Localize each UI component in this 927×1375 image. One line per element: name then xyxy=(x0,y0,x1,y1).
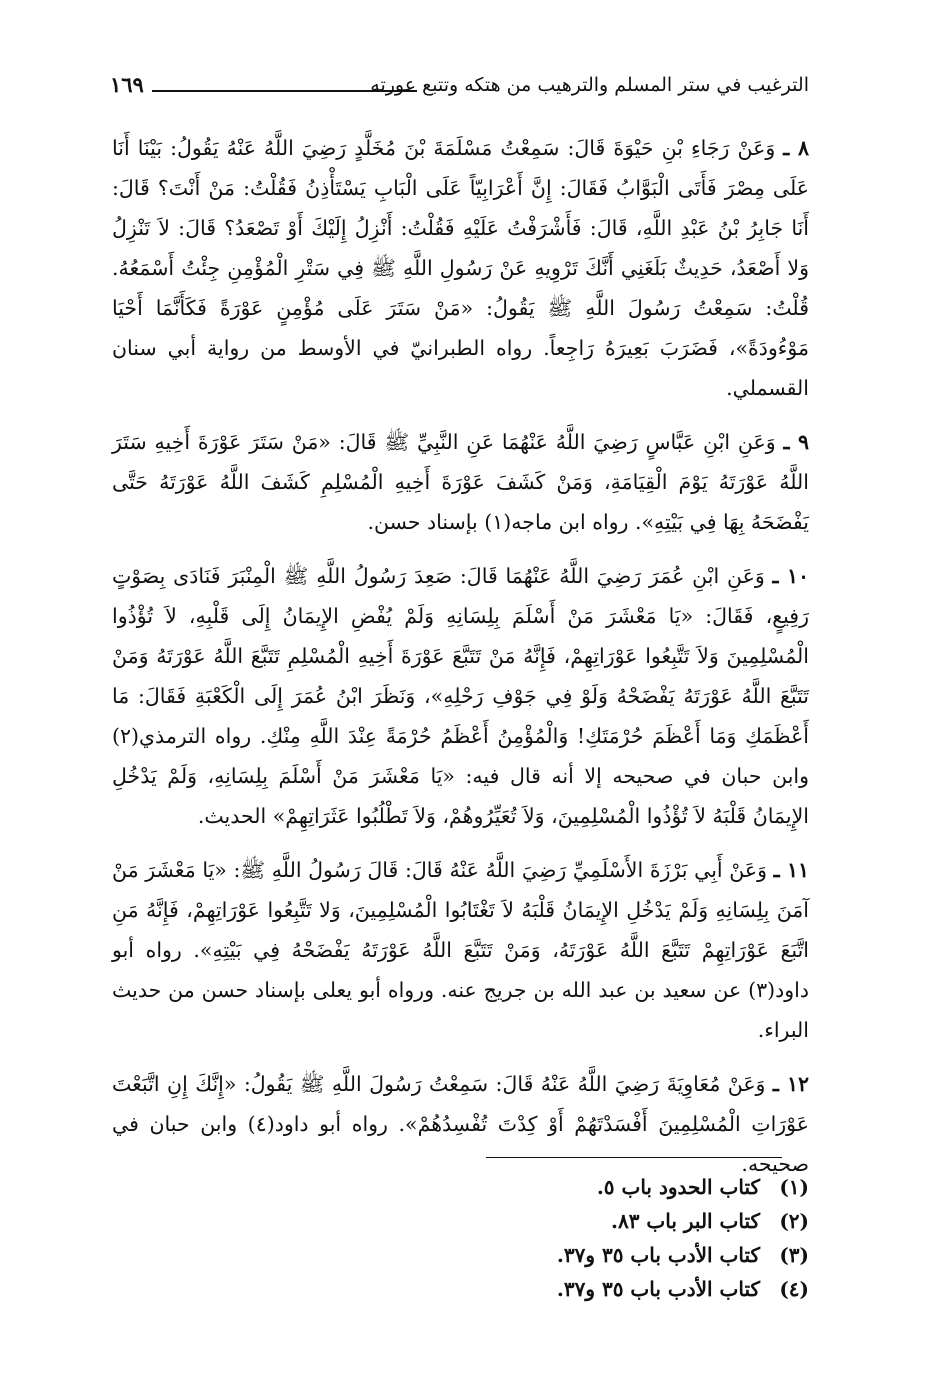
footnote-mark: (٤) xyxy=(779,1277,809,1301)
hadith-paragraph-9 xyxy=(112,422,809,542)
footnote-mark: (٣) xyxy=(779,1243,809,1267)
running-title: الترغيب في ستر المسلم والترهيب من هتكه وتتبع عورته xyxy=(370,74,809,96)
hadith-paragraph-11 xyxy=(112,850,809,1050)
hadith-text: وَعَنِ ابْنِ عَبَّاسٍ رَضِيَ اللَّهُ عَنْهُمَا عَنِ النَّبِيِّ ﷺ قَالَ: «مَنْ سَتَرَ عَوْرَةَ أَخِيهِ سَتَرَ اللَّهُ عَوْرَتَهُ يَوْمَ الْقِيَامَةِ، وَمَنْ كَشَفَ عَوْرَةَ أَخِيهِ الْمُسْلِمِ كَشَفَ اللَّهُ عَوْرَتَهُ حَتَّى يَفْضَحَهُ بِهَا فِي بَيْتِهِ». رواه ابن ماجه(١) بإسناد حسن. xyxy=(112,430,809,534)
hadith-text: وَعَنْ رَجَاءِ بْنِ حَيْوَةَ قَالَ: سَمِعْتُ مَسْلَمَةَ بْنَ مُخَلَّدٍ رَضِيَ اللَّهُ عَنْهُ يَقُولُ: بَيْنَا أَنَا عَلَى مِصْرَ فَأَتَى الْبَوَّابُ فَقَالَ: إِنَّ أَعْرَابِيّاً عَلَى الْبَابِ يَسْتَأْذِنُ فَقُلْتُ: مَنْ أَنْتَ؟ قَالَ: أَنَا جَابِرُ بْنُ عَبْدِ اللَّهِ، قَالَ: فَأَشْرَفْتُ عَلَيْهِ فَقُلْتُ: أَنْزِلُ إِلَيْكَ أَوْ تَصْعَدُ؟ قَالَ: لاَ تَنْزِلُ وَلا أَصْعَدُ، حَدِيثٌ بَلَغَنِي أَنَّكَ تَرْوِيهِ عَنْ رَسُولِ اللَّهِ ﷺ فِي سَتْرِ الْمُؤْمِنِ جِئْتُ أَسْمَعُهُ. قُلْتُ: سَمِعْتُ رَسُولَ اللَّهِ ﷺ يَقُولُ: «مَنْ سَتَرَ عَلَى مُؤْمِنٍ عَوْرَةً فَكَأَنَّمَا أَحْيَا مَوْءُودَةً»، فَضَرَبَ بَعِيرَهُ رَاجِعاً. رواه الطبرانيّ في الأوسط من رواية أبي سنان القسملي. xyxy=(112,136,809,400)
hadith-text: وَعَنِ ابْنِ عُمَرَ رَضِيَ اللَّهُ عَنْهُمَا قَالَ: صَعِدَ رَسُولُ اللَّهِ ﷺ الْمِنْبَرَ فَنَادَى بِصَوْتٍ رَفِيعٍ، فَقَالَ: «يَا مَعْشَرَ مَنْ أَسْلَمَ بِلِسَانِهِ وَلَمْ يُفْضِ الإِيمَانُ إِلَى قَلْبِهِ، لاَ تُؤْذُوا الْمُسْلِمِينَ وَلاَ تَتَّبِعُوا عَوْرَاتِهِمْ، فَإِنَّهُ مَنْ تَتَبَّعَ عَوْرَةَ أَخِيهِ الْمُسْلِمِ تَتَبَّعَ اللَّهُ عَوْرَتَهُ وَمَنْ تَتَبَّعَ اللَّهُ عَوْرَتَهُ يَفْضَحْهُ وَلَوْ فِي جَوْفِ رَحْلِهِ»، وَنَظَرَ ابْنُ عُمَرَ إِلَى الْكَعْبَةِ فَقَالَ: مَا أَعْظَمَكِ وَمَا أَعْظَمَ حُرْمَتَكِ! وَالْمُؤْمِنُ أَعْظَمُ حُرْمَةً عِنْدَ اللَّهِ مِنْكِ. رواه الترمذي(٢) وابن حبان في صحيحه إلا أنه قال فيه: «يَا مَعْشَرَ مَنْ أَسْلَمَ بِلِسَانِهِ، وَلَمْ يَدْخُلِ الإِيمَانُ قَلْبَهُ لاَ تُؤْذُوا الْمُسْلِمِينَ، وَلاَ تُعَيِّرُوهُمْ، وَلاَ تَطْلُبُوا عَثَرَاتِهِمْ» الحديث. xyxy=(112,564,809,828)
footnote-item xyxy=(309,1170,809,1204)
footnote-item xyxy=(309,1204,809,1238)
hadith-number: ٩ ـ xyxy=(783,430,809,454)
footnote-text: كتاب البر باب ٨٣. xyxy=(611,1209,761,1233)
footnote-text: كتاب الأدب باب ٣٥ و٣٧. xyxy=(556,1277,761,1301)
hadith-number: ١٢ ـ xyxy=(772,1072,809,1096)
hadith-text: وَعَنْ أَبِي بَرْزَةَ الأَسْلَمِيِّ رَضِيَ اللَّهُ عَنْهُ قَالَ: قَالَ رَسُولُ اللَّهِ ﷺ: «يَا مَعْشَرَ مَنْ آمَنَ بِلِسَانِهِ وَلَمْ يَدْخُلِ الإِيمَانُ قَلْبَهُ لاَ تَغْتَابُوا الْمُسْلِمِينَ، وَلا تَتَّبِعُوا عَوْرَاتِهِمْ، فَإِنَّهُ مَنِ اتَّبَعَ عَوْرَاتِهِمْ تَتَبَّعَ اللَّهُ عَوْرَتَهُ، وَمَنْ تَتَبَّعَ اللَّهُ عَوْرَتَهُ يَفْضَحْهُ فِي بَيْتِهِ». رواه أبو داود(٣) عن سعيد بن عبد الله بن جريج عنه. ورواه أبو يعلى بإسناد حسن من حديث البراء. xyxy=(112,858,809,1042)
hadith-paragraph-8 xyxy=(112,128,809,408)
footnote-item xyxy=(309,1238,809,1272)
footnote-item xyxy=(309,1272,809,1306)
header-rule xyxy=(152,90,417,92)
footnote-mark: (٢) xyxy=(779,1209,809,1233)
footnote-mark: (١) xyxy=(779,1175,809,1199)
hadith-number: ١٠ ـ xyxy=(772,564,809,588)
hadith-number: ٨ ـ xyxy=(783,136,809,160)
hadith-text: وَعَنْ مُعَاوِيَةَ رَضِيَ اللَّهُ عَنْهُ قَالَ: سَمِعْتُ رَسُولَ اللَّهِ ﷺ يَقُولُ: «إِنَّكَ إِنِ اتَّبَعْتَ عَوْرَاتِ الْمُسْلِمِينَ أَفْسَدْتَهُمْ أَوْ كِدْتَ تُفْسِدُهُمْ». رواه أبو داود(٤) وابن حبان في صحيحه. xyxy=(112,1072,810,1176)
hadith-number: ١١ ـ xyxy=(773,858,809,882)
footnote-text: كتاب الحدود باب ٥. xyxy=(596,1175,761,1199)
hadith-paragraph-10 xyxy=(112,556,809,836)
main-text xyxy=(112,128,809,1198)
footnote-text: كتاب الأدب باب ٣٥ و٣٧. xyxy=(556,1243,761,1267)
footnote-divider xyxy=(486,1157,782,1158)
footnotes xyxy=(309,1170,809,1306)
page-number: ١٦٩ xyxy=(110,72,144,97)
page-header xyxy=(110,68,809,108)
hadith-paragraph-12 xyxy=(112,1064,809,1184)
